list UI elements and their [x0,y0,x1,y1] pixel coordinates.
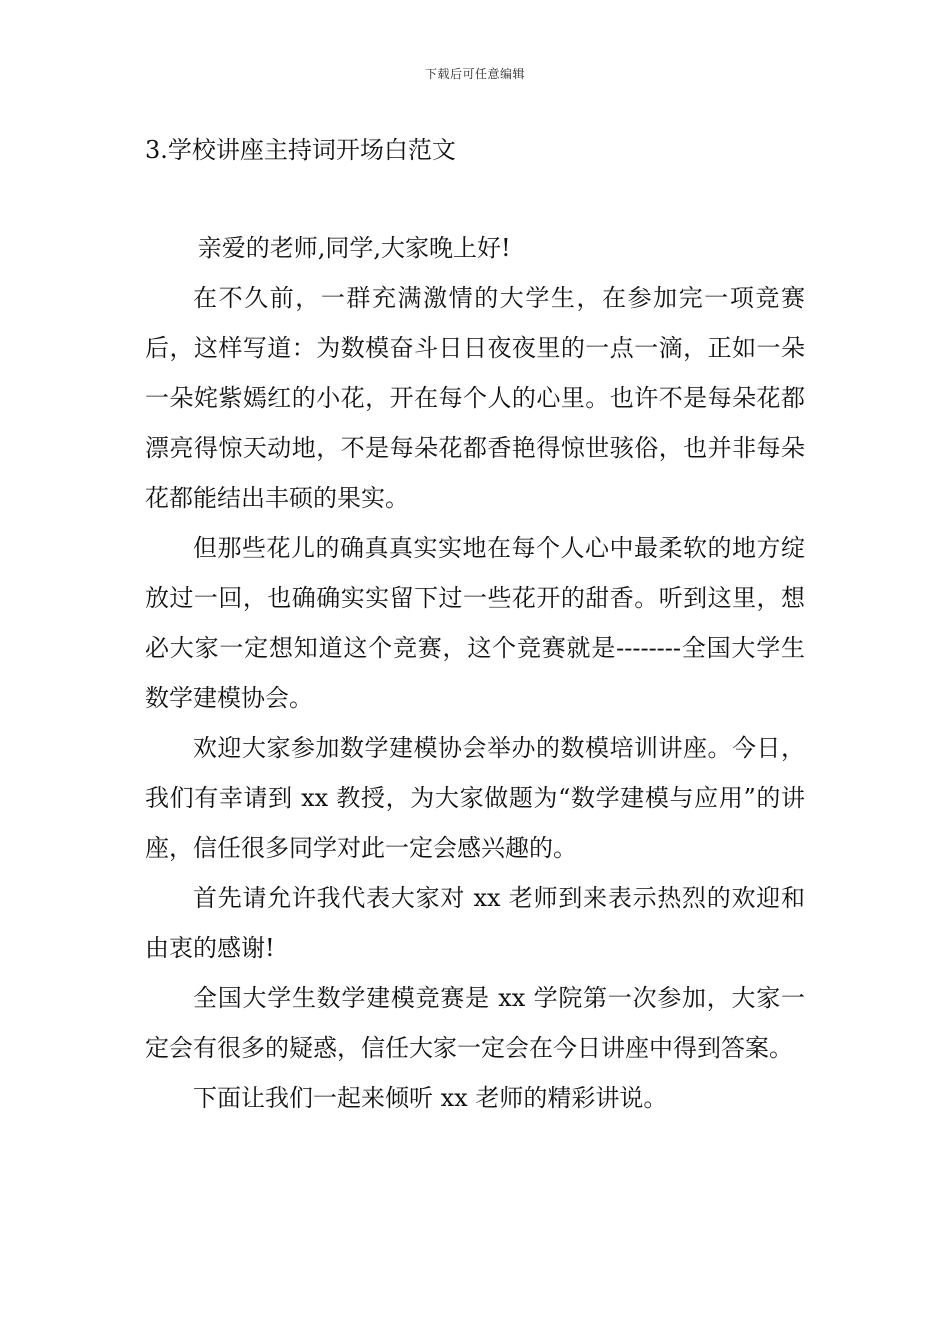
document-title: 3.学校讲座主持词开场白范文 [145,136,456,164]
paragraph-greeting: 亲爱的老师,同学,大家晚上好! [197,234,511,262]
page-header: 下载后可任意编辑 [424,67,525,81]
paragraph: 欢迎大家参加数学建模协会举办的数模培训讲座。今日，我们有幸请到 xx 教授，为大家做题为“数学建模与应用”的讲座，信任很多同学对此一定会感兴趣的。 [145,734,805,862]
paragraph: 在不久前，一群充满激情的大学生，在参加完一项竞赛后，这样写道：为数模奋斗日日夜夜里的一点一滴，正如一朵一朵姹紫嫣红的小花，开在每个人的心里。也许不是每朵花都漂亮得惊天动地，不是每朵花都香艳得惊世骇俗，也并非每朵花都能结出丰硕的果实。 [145,284,805,512]
paragraph: 但那些花儿的确真真实实地在每个人心中最柔软的地方绽放过一回，也确确实实留下过一些花开的甜香。听到这里，想必大家一定想知道这个竞赛，这个竞赛就是--------全国大学生数学建模协会。 [145,534,805,712]
paragraph: 下面让我们一起来倾听 xx 老师的精彩讲说。 [193,1084,668,1112]
paragraph: 全国大学生数学建模竞赛是 xx 学院第一次参加，大家一定会有很多的疑惑，信任大家一定会在今日讲座中得到答案。 [145,984,805,1062]
document-body [145,223,805,1123]
paragraph: 首先请允许我代表大家对 xx 老师到来表示热烈的欢迎和由衷的感谢! [145,884,805,962]
